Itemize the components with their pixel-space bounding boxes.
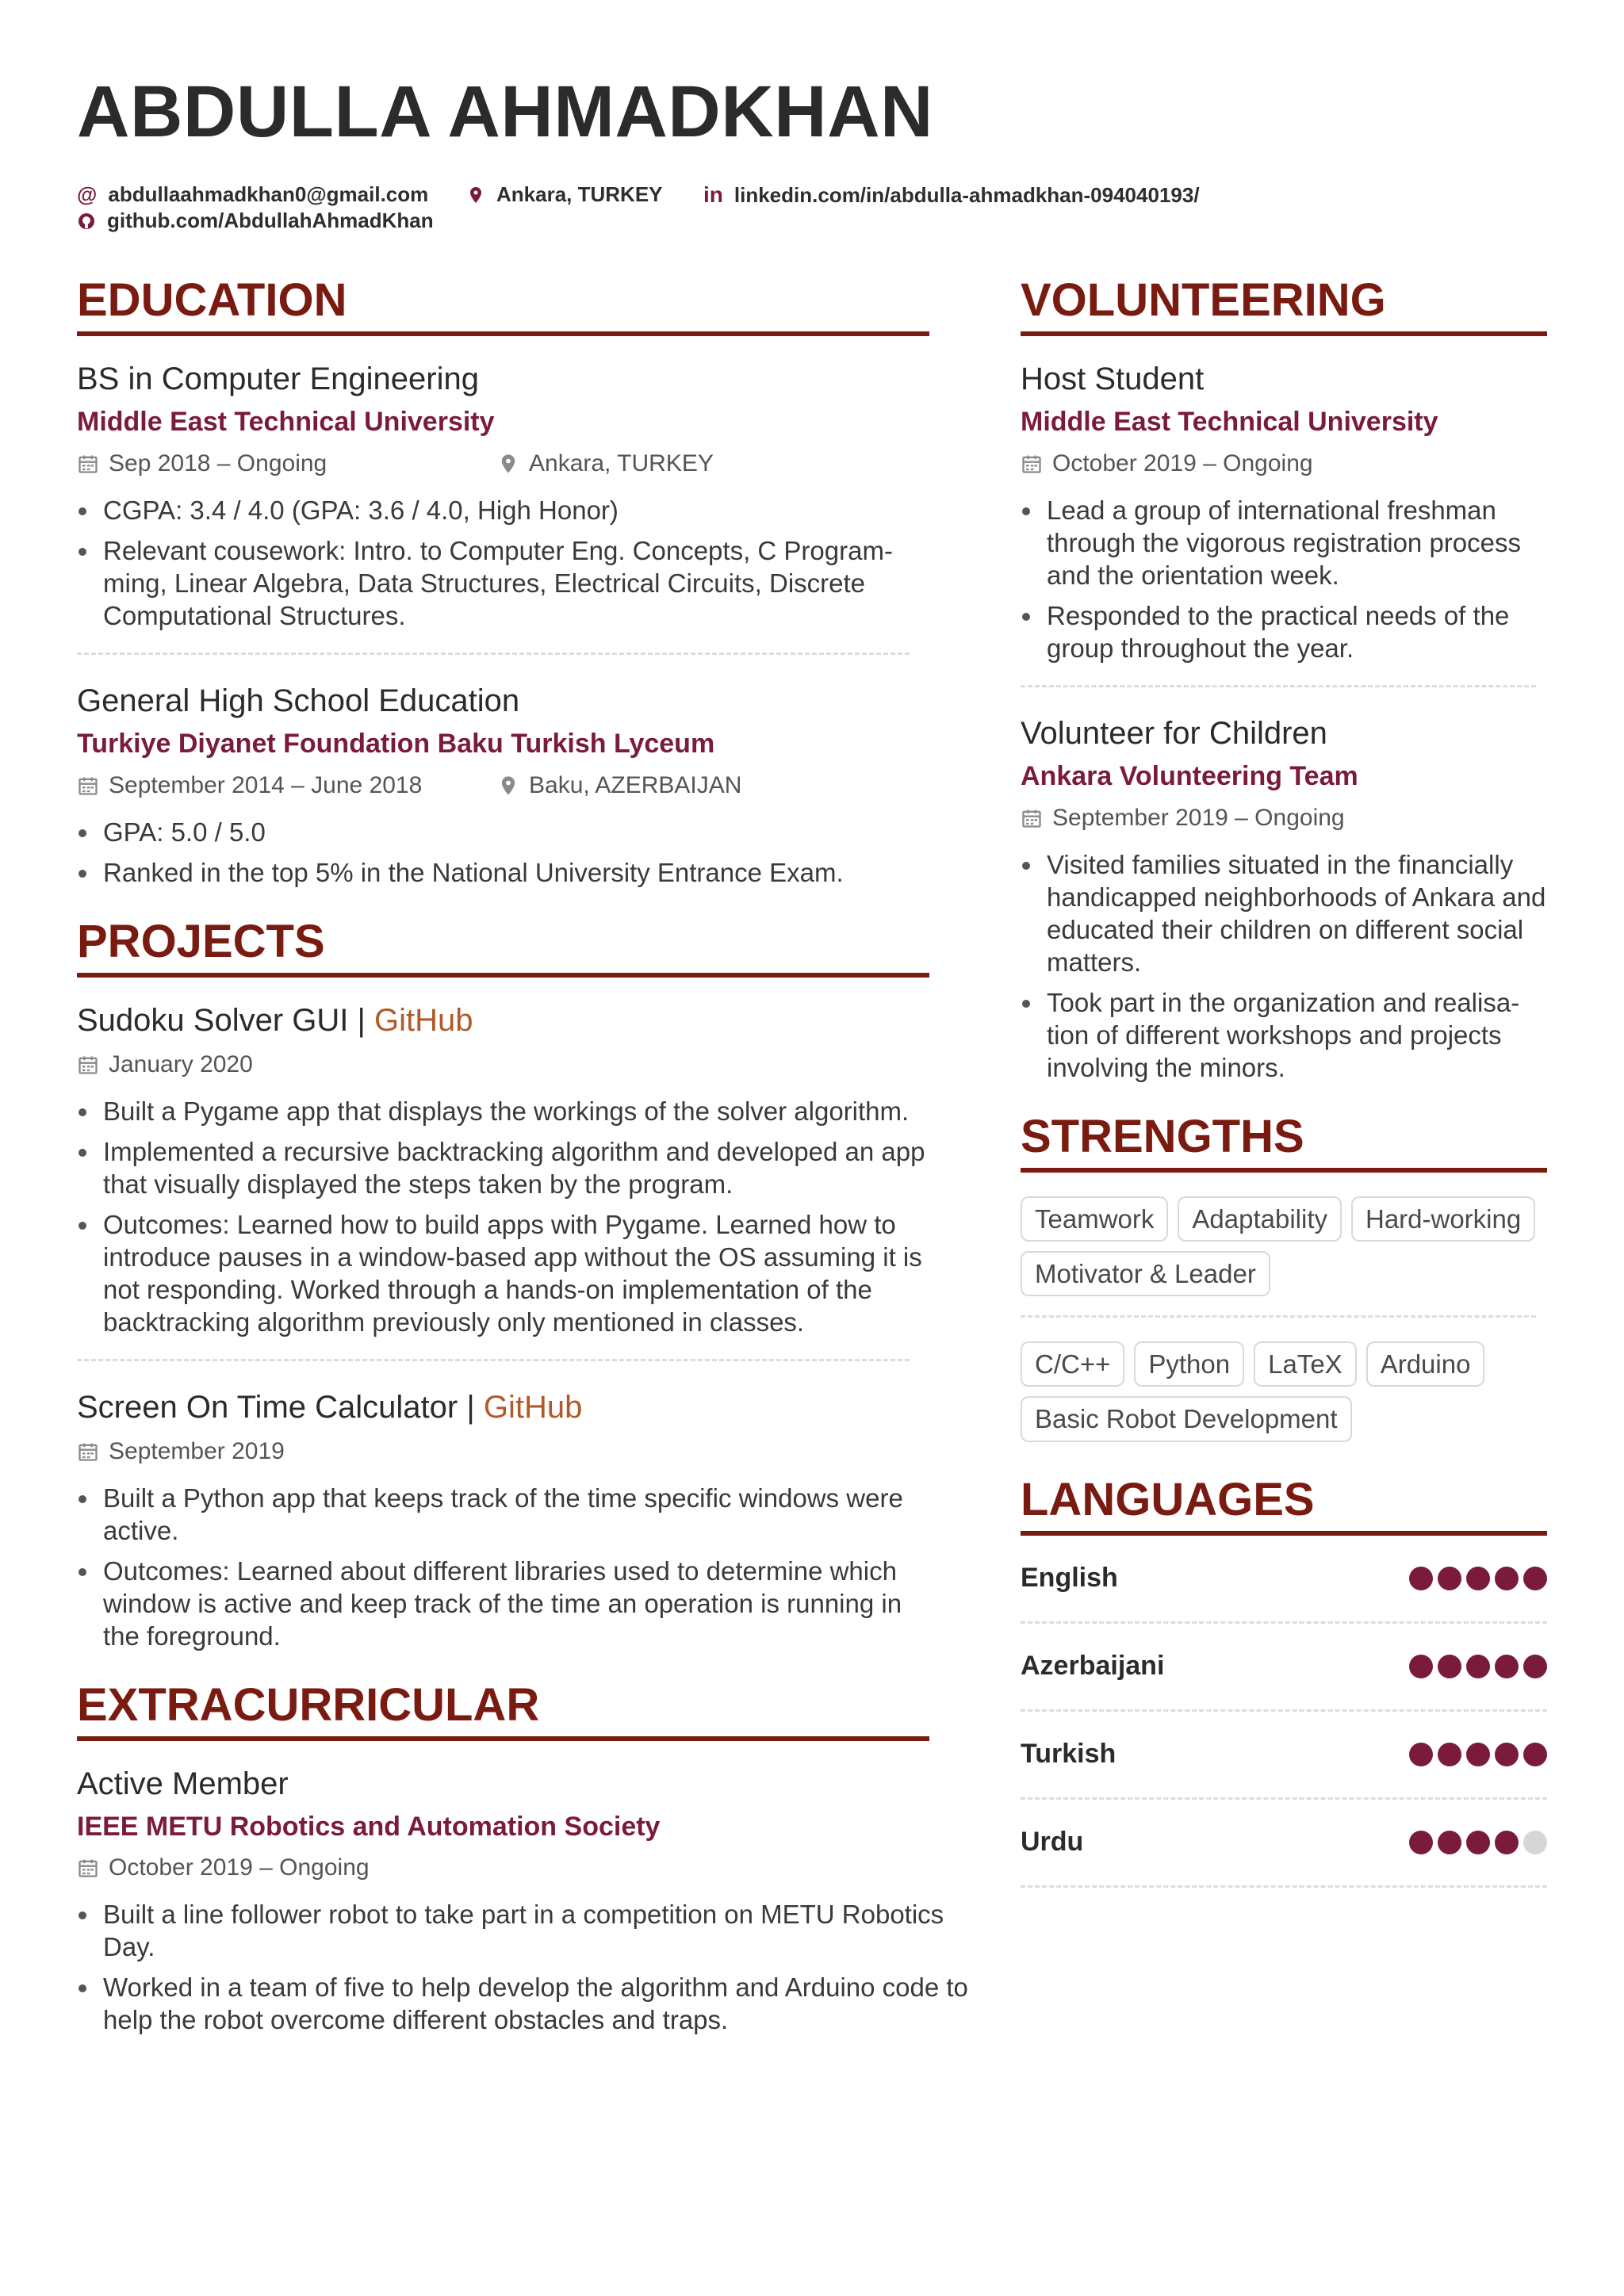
bullet-item: Relevant cousework: Intro. to Computer Eng. Concepts, C Program-ming, Linear Algebra, Data Structures, Electrical Circuits, Discrete Computational Structures. xyxy=(77,534,929,632)
bullet-item: Built a line follower robot to take part in a competition on METU Robotics Day. xyxy=(77,1898,981,1963)
linkedin-text: linkedin.com/in/abdulla-ahmadkhan-094040193/ xyxy=(733,182,1200,207)
proficiency-dot-filled xyxy=(1438,1743,1461,1766)
entry-divider xyxy=(77,652,910,655)
proficiency-dot-filled xyxy=(1409,1567,1433,1590)
proficiency-dot-filled xyxy=(1466,1567,1490,1590)
entry-dates: September 2019 – Ongoing xyxy=(1052,804,1345,831)
entry-meta xyxy=(77,771,929,800)
entry-dates: September 2019 xyxy=(109,1437,285,1464)
entry-meta xyxy=(1021,804,1547,832)
bullet-item: Built a Python app that keeps track of the time specific windows were active. xyxy=(77,1482,929,1547)
project-title xyxy=(77,1388,929,1426)
entry-dates: September 2014 – June 2018 xyxy=(109,771,423,798)
proficiency-dots xyxy=(1409,1567,1547,1590)
languages-heading: LANGUAGES xyxy=(1021,1477,1547,1536)
extracurricular-entry xyxy=(77,1765,968,2037)
project-name: Screen On Time Calculator xyxy=(77,1389,458,1425)
proficiency-dot-filled xyxy=(1438,1831,1461,1854)
strength-tag: LaTeX xyxy=(1254,1341,1357,1387)
education-entry xyxy=(77,360,929,632)
proficiency-dot-filled xyxy=(1495,1567,1519,1590)
language-divider xyxy=(1021,1797,1547,1800)
proficiency-dot-empty xyxy=(1523,1831,1547,1854)
bullet-item: GPA: 5.0 / 5.0 xyxy=(77,816,929,848)
proficiency-dot-filled xyxy=(1495,1655,1519,1678)
map-pin-icon xyxy=(497,453,519,475)
education-entry xyxy=(77,682,929,889)
entry-meta xyxy=(77,1050,929,1079)
organization-name: Ankara Volunteering Team xyxy=(1021,760,1358,791)
proficiency-dot-filled xyxy=(1466,1743,1490,1766)
calendar-icon xyxy=(1021,453,1043,475)
strength-tag: Arduino xyxy=(1366,1341,1485,1387)
proficiency-dot-filled xyxy=(1409,1655,1433,1678)
strength-tag: Basic Robot Development xyxy=(1021,1396,1352,1441)
map-pin-icon xyxy=(497,775,519,797)
candidate-name: ABDULLA AHMADKHAN xyxy=(77,71,933,152)
map-pin-icon xyxy=(466,186,485,205)
entry-meta xyxy=(1021,450,1547,478)
entry-divider xyxy=(1021,685,1536,687)
language-divider xyxy=(1021,1885,1547,1888)
title-separator: | xyxy=(466,1389,475,1425)
education-heading: EDUCATION xyxy=(77,277,929,336)
volunteering-heading: VOLUNTEERING xyxy=(1021,277,1547,336)
proficiency-dot-filled xyxy=(1523,1567,1547,1590)
role-title: Host Student xyxy=(1021,362,1205,396)
calendar-icon xyxy=(1021,807,1043,829)
volunteering-entry xyxy=(1021,360,1547,664)
calendar-icon xyxy=(77,775,99,797)
entry-meta xyxy=(77,1437,929,1466)
proficiency-dot-filled xyxy=(1409,1831,1433,1854)
left-column xyxy=(77,274,968,2044)
bullet-item: Lead a group of international freshman through the vigorous registration process and the orientation week. xyxy=(1021,494,1547,591)
github-icon xyxy=(77,212,96,231)
strength-tag: Motivator & Leader xyxy=(1021,1251,1270,1296)
calendar-icon xyxy=(77,1857,99,1879)
proficiency-dot-filled xyxy=(1495,1743,1519,1766)
contact-location xyxy=(466,182,663,207)
extracurricular-heading: EXTRACURRICULAR xyxy=(77,1682,929,1741)
language-row xyxy=(1021,1814,1547,1871)
organization-name: IEEE METU Robotics and Automation Society xyxy=(77,1811,661,1842)
organization-name: Middle East Technical University xyxy=(1021,407,1438,437)
languages-list xyxy=(1021,1550,1547,1888)
volunteering-entry xyxy=(1021,714,1547,1084)
bullet-item: CGPA: 3.4 / 4.0 (GPA: 3.6 / 4.0, High Honor) xyxy=(77,494,929,526)
linkedin-icon: in xyxy=(703,182,723,207)
bullet-item: Visited families situated in the financially handicapped neighborhoods of Ankara and educated their children on different social matters. xyxy=(1021,848,1547,978)
entry-dates: Sep 2018 – Ongoing xyxy=(109,450,327,476)
bullet-item: Outcomes: Learned how to build apps with Pygame. Learned how to introduce pauses in a window-based app without the OS assuming it is not responding. Worked through a hands-on implementation of the backtracking algorithm previously only mentioned in classes. xyxy=(77,1208,929,1338)
proficiency-dot-filled xyxy=(1523,1743,1547,1766)
location-text: Ankara, TURKEY xyxy=(496,182,663,206)
language-row xyxy=(1021,1638,1547,1695)
entry-dates: October 2019 – Ongoing xyxy=(109,1854,370,1881)
entry-divider xyxy=(1021,1315,1536,1318)
technical-skills-tags xyxy=(1021,1341,1547,1442)
language-divider xyxy=(1021,1621,1547,1624)
language-divider xyxy=(1021,1709,1547,1712)
right-column xyxy=(1021,274,1547,1902)
contact-github[interactable] xyxy=(77,209,434,233)
contact-email[interactable] xyxy=(77,182,428,207)
school-name: Turkiye Diyanet Foundation Baku Turkish Lyceum xyxy=(77,728,715,759)
bullet-item: Outcomes: Learned about different libraries used to determine which window is active and keep track of the time an operation is running in the foreground. xyxy=(77,1555,929,1652)
proficiency-dot-filled xyxy=(1438,1567,1461,1590)
at-icon: @ xyxy=(77,182,98,206)
bullet-item: Built a Pygame app that displays the workings of the solver algorithm. xyxy=(77,1095,929,1127)
calendar-icon xyxy=(77,1441,99,1463)
calendar-icon xyxy=(77,1054,99,1076)
language-row xyxy=(1021,1550,1547,1607)
proficiency-dot-filled xyxy=(1466,1655,1490,1678)
role-title: Active Member xyxy=(77,1766,289,1801)
contact-linkedin[interactable] xyxy=(703,182,1200,208)
project-title xyxy=(77,1001,929,1039)
language-name: Turkish xyxy=(1021,1739,1116,1770)
entry-dates: October 2019 – Ongoing xyxy=(1052,450,1313,476)
project-name: Sudoku Solver GUI xyxy=(77,1002,349,1038)
bullet-item: Ranked in the top 5% in the National University Entrance Exam. xyxy=(77,856,929,889)
proficiency-dot-filled xyxy=(1466,1831,1490,1854)
entry-divider xyxy=(77,1359,910,1361)
degree-title: BS in Computer Engineering xyxy=(77,362,479,396)
proficiency-dot-filled xyxy=(1495,1831,1519,1854)
entry-meta xyxy=(77,1854,929,1882)
soft-skills-tags xyxy=(1021,1196,1547,1297)
entry-dates: January 2020 xyxy=(109,1050,253,1077)
language-name: English xyxy=(1021,1563,1118,1594)
proficiency-dot-filled xyxy=(1523,1655,1547,1678)
proficiency-dot-filled xyxy=(1409,1743,1433,1766)
strengths-heading: STRENGTHS xyxy=(1021,1114,1547,1173)
entry-location xyxy=(497,771,741,800)
calendar-icon xyxy=(77,453,99,475)
language-row xyxy=(1021,1726,1547,1783)
strength-tag: Python xyxy=(1134,1341,1244,1387)
projects-heading: PROJECTS xyxy=(77,919,929,978)
github-link[interactable]: GitHub xyxy=(374,1002,473,1038)
role-title: Volunteer for Children xyxy=(1021,715,1327,751)
bullet-item: Implemented a recursive backtracking algorithm and developed an app that visually displayed the steps taken by the program. xyxy=(77,1135,929,1200)
strength-tag: Hard-working xyxy=(1351,1196,1535,1242)
title-separator: | xyxy=(357,1002,366,1038)
degree-title: General High School Education xyxy=(77,683,520,718)
strength-tag: Adaptability xyxy=(1178,1196,1342,1242)
location-text: Baku, AZERBAIJAN xyxy=(529,771,742,798)
email-text: abdullaahmadkhan0@gmail.com xyxy=(108,182,429,206)
school-name: Middle East Technical University xyxy=(77,407,495,437)
proficiency-dots xyxy=(1409,1743,1547,1766)
github-link[interactable]: GitHub xyxy=(483,1389,583,1425)
language-name: Urdu xyxy=(1021,1827,1084,1858)
location-text: Ankara, TURKEY xyxy=(529,450,714,476)
strength-tag: Teamwork xyxy=(1021,1196,1168,1242)
github-text: github.com/AbdullahAhmadKhan xyxy=(107,209,434,232)
project-entry xyxy=(77,1388,929,1652)
strength-tag: C/C++ xyxy=(1021,1341,1124,1387)
bullet-item: Took part in the organization and realisa-tion of different workshops and projects involving the minors. xyxy=(1021,986,1547,1084)
entry-location xyxy=(497,450,714,478)
proficiency-dots xyxy=(1409,1655,1547,1678)
project-entry xyxy=(77,1001,929,1338)
bullet-item: Responded to the practical needs of the group throughout the year. xyxy=(1021,599,1547,664)
proficiency-dots xyxy=(1409,1831,1547,1854)
bullet-item: Worked in a team of five to help develop the algorithm and Arduino code to help the robot overcome different obstacles and traps. xyxy=(77,1971,981,2036)
language-name: Azerbaijani xyxy=(1021,1651,1165,1682)
proficiency-dot-filled xyxy=(1438,1655,1461,1678)
entry-meta xyxy=(77,450,929,478)
